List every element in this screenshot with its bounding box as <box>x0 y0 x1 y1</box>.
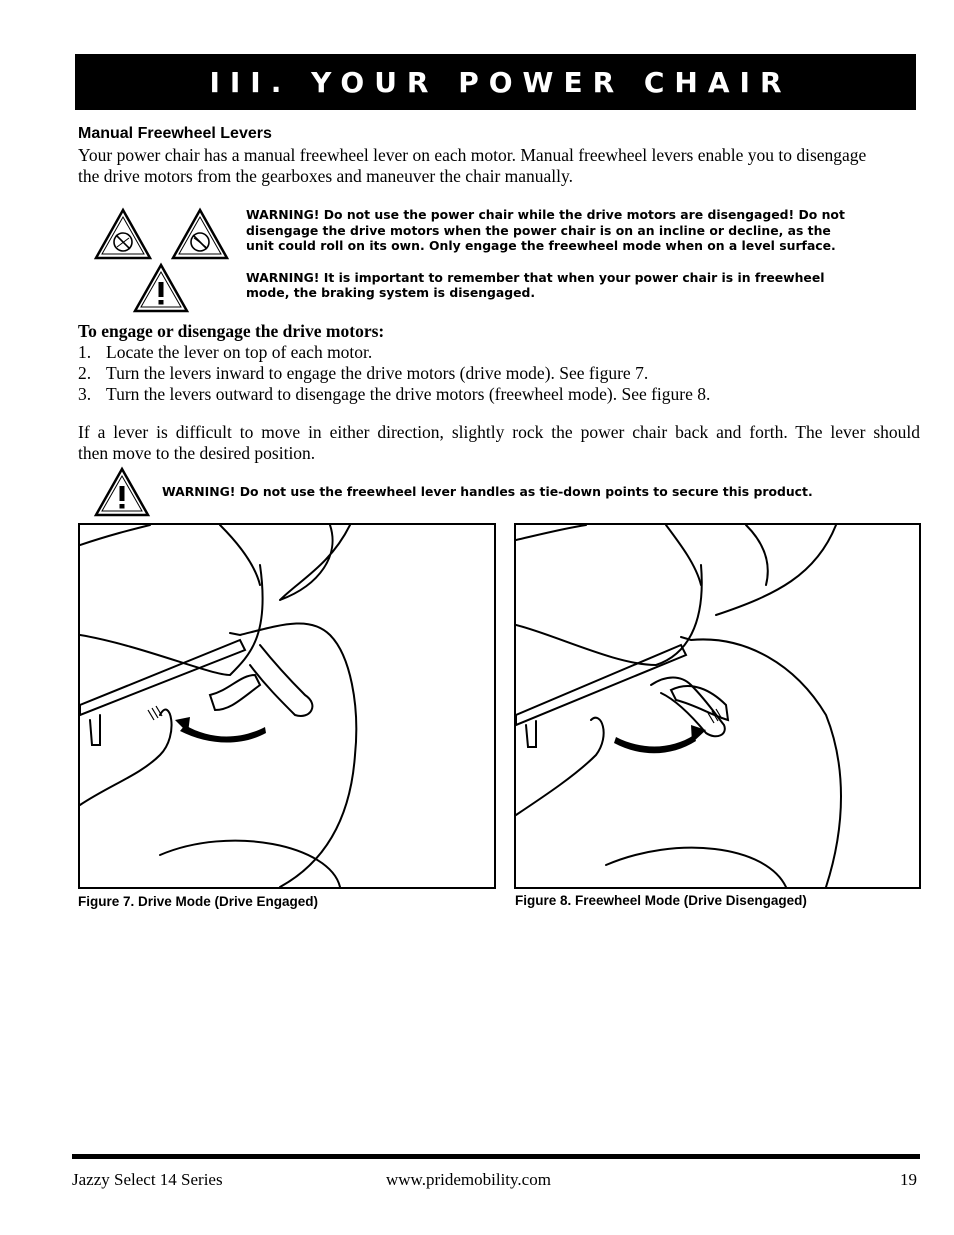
section-banner <box>75 54 916 110</box>
warning-line: WARNING! Do not use the power chair while the drive motors are disengaged! Do not <box>246 207 845 222</box>
warning-line: mode, the braking system is disengaged. <box>246 285 536 300</box>
step-number: 2. <box>78 363 92 383</box>
step-number: 1. <box>78 342 92 362</box>
drive-mode-drawing <box>80 525 494 887</box>
section-title: III. YOUR POWER CHAIR <box>209 65 792 99</box>
procedure-heading: To engage or disengage the drive motors: <box>78 321 385 341</box>
list-item <box>78 342 918 363</box>
no-incline-warning-icon <box>93 207 153 261</box>
warning-line: disengage the drive motors when the power chair is on an incline or decline, as the <box>246 222 831 238</box>
warning-text-block <box>246 207 886 301</box>
page-number: 19 <box>900 1170 917 1189</box>
step-text: Locate the lever on top of each motor. <box>106 342 373 362</box>
warning-tie-down: WARNING! Do not use the freewheel lever handles as tie-down points to secure this product. <box>162 484 813 499</box>
freewheel-mode-drawing <box>516 525 919 887</box>
procedure-steps <box>78 342 918 405</box>
step-number: 3. <box>78 384 92 404</box>
intro-paragraph <box>78 145 918 187</box>
footer-product-name: Jazzy Select 14 Series <box>72 1170 223 1189</box>
footer-website: www.pridemobility.com <box>386 1170 551 1189</box>
figure-8-caption: Figure 8. Freewheel Mode (Drive Disengaged) <box>515 893 807 908</box>
step-text: Turn the levers outward to disengage the drive motors (freewheel mode). See figure 8. <box>106 384 711 404</box>
footer-divider <box>72 1154 920 1159</box>
no-decline-warning-icon <box>170 207 230 261</box>
intro-line: Your power chair has a manual freewheel lever on each motor. Manual freewheel levers enable you to disengage <box>78 145 867 165</box>
subsection-heading: Manual Freewheel Levers <box>78 125 272 142</box>
list-item <box>78 363 918 384</box>
exclamation-warning-icon <box>93 466 151 518</box>
procedure-section <box>78 321 918 405</box>
figure-7-illustration <box>78 523 496 889</box>
note-paragraph <box>78 422 920 464</box>
step-text: Turn the levers inward to engage the drive motors (drive mode). See figure 7. <box>106 363 649 383</box>
warning-line: unit could roll on its own. Only engage the freewheel mode when on a level surface. <box>246 238 836 253</box>
note-line: then move to the desired position. <box>78 443 316 463</box>
warning-line: WARNING! It is important to remember that when your power chair is in freewheel <box>246 269 825 285</box>
figure-7-caption: Figure 7. Drive Mode (Drive Engaged) <box>78 894 319 909</box>
exclamation-warning-icon <box>132 262 190 314</box>
figure-8-illustration <box>514 523 921 889</box>
note-line: If a lever is difficult to move in either direction, slightly rock the power chair back and forth. The lever should <box>78 422 920 442</box>
intro-line: the drive motors from the gearboxes and maneuver the chair manually. <box>78 166 574 186</box>
list-item <box>78 384 918 405</box>
